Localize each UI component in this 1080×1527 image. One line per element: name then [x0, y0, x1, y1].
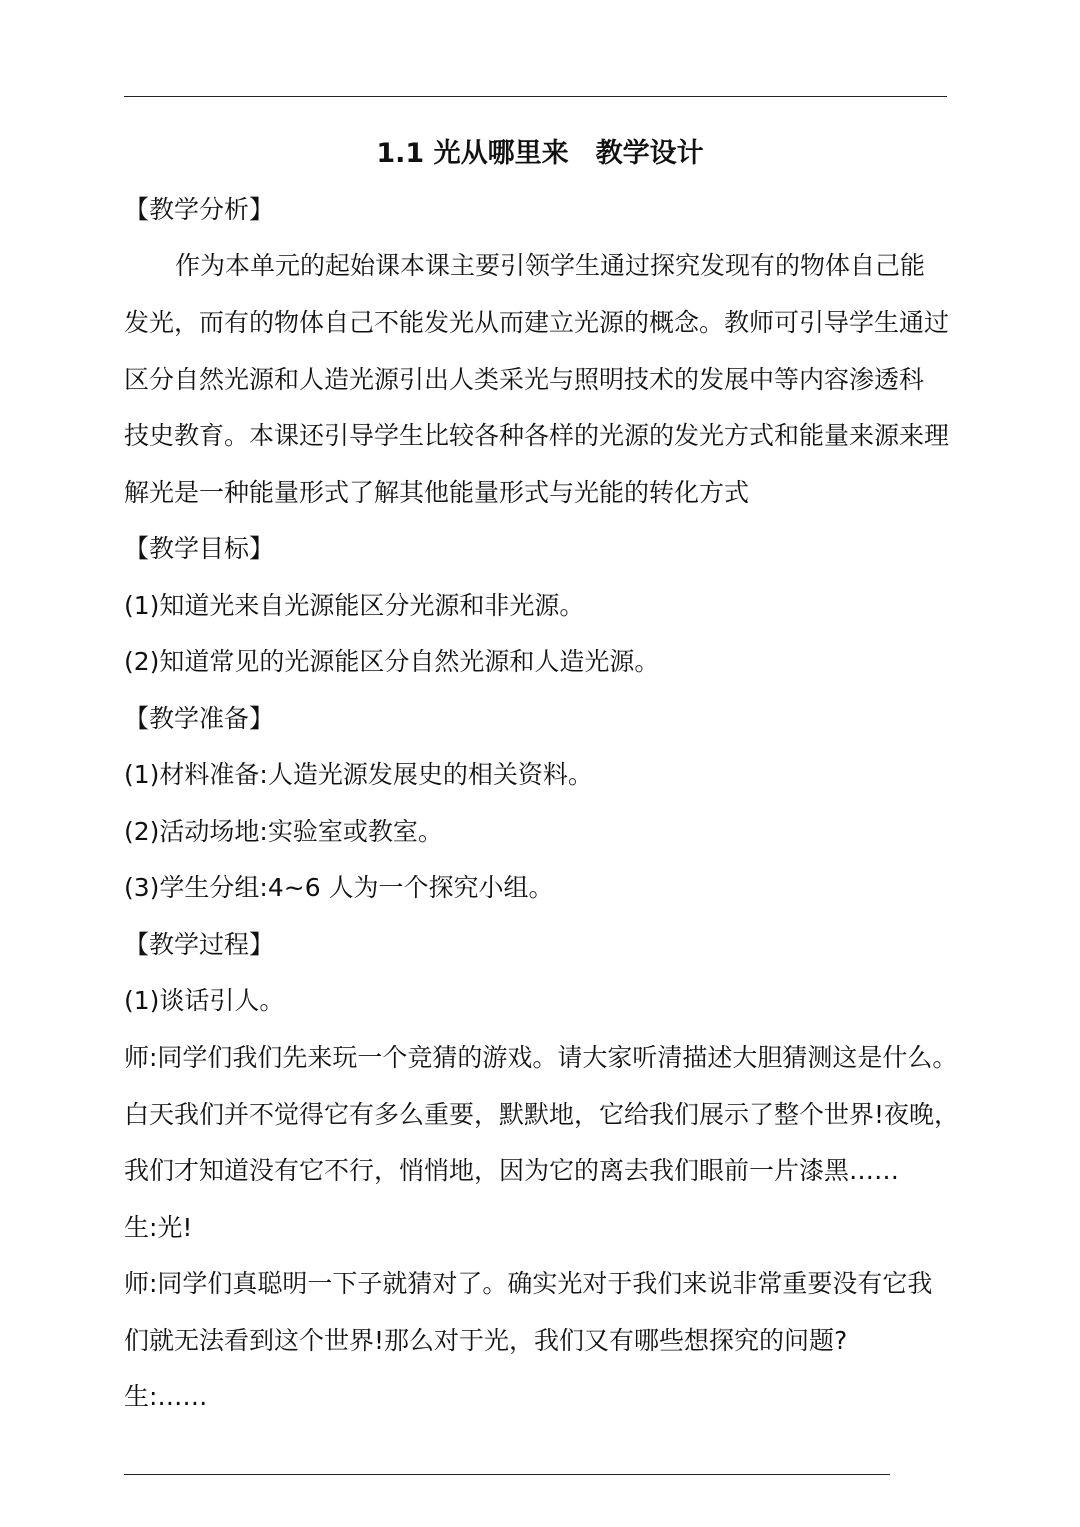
paragraph-line: 解光是一种能量形式了解其他能量形式与光能的转化方式: [124, 478, 750, 507]
list-item: (1)材料准备:人造光源发展史的相关资料。: [124, 760, 593, 789]
list-item: (1)谈话引人。: [124, 986, 285, 1015]
list-item: (3)学生分组:4~6 人为一个探究小组。: [124, 873, 554, 902]
dialogue-line: 们就无法看到这个世界!那么对于光，我们又有哪些想探究的问题?: [124, 1326, 848, 1355]
dialogue-line: 师:同学们真聪明一下子就猜对了。确实光对于我们来说非常重要没有它我: [124, 1269, 933, 1298]
dialogue-line: 我们才知道没有它不行，悄悄地，因为它的离去我们眼前一片漆黑……: [124, 1156, 900, 1185]
section-heading-goals: 【教学目标】: [124, 534, 275, 563]
paragraph-line: 区分自然光源和人造光源引出人类采光与照明技术的发展中等内容渗透科: [124, 365, 925, 394]
footer-rule: [124, 1474, 890, 1475]
section-heading-analysis: 【教学分析】: [124, 195, 275, 224]
list-item: (2)活动场地:实验室或教室。: [124, 817, 443, 846]
list-item: (1)知道光来自光源能区分光源和非光源。: [124, 591, 585, 620]
section-heading-preparation: 【教学准备】: [124, 704, 275, 733]
header-rule: [124, 96, 947, 97]
document-title: 1.1 光从哪里来 教学设计: [376, 138, 704, 169]
section-heading-process: 【教学过程】: [124, 930, 275, 959]
list-item: (2)知道常见的光源能区分自然光源和人造光源。: [124, 647, 660, 676]
paragraph-line: 发光，而有的物体自己不能发光从而建立光源的概念。教师可引导学生通过: [124, 308, 950, 337]
dialogue-line: 生:光!: [124, 1213, 193, 1242]
paragraph-line: 作为本单元的起始课本课主要引领学生通过探究发现有的物体自己能: [175, 251, 926, 280]
dialogue-line: 生:……: [124, 1382, 208, 1411]
dialogue-line: 师:同学们我们先来玩一个竞猜的游戏。请大家听清描述大胆猜测这是什么。: [124, 1043, 958, 1072]
paragraph-line: 技史教育。本课还引导学生比较各种各样的光源的发光方式和能量来源来理: [124, 421, 950, 450]
dialogue-line: 白天我们并不觉得它有多么重要，默默地，它给我们展示了整个世界!夜晚，: [124, 1100, 960, 1129]
